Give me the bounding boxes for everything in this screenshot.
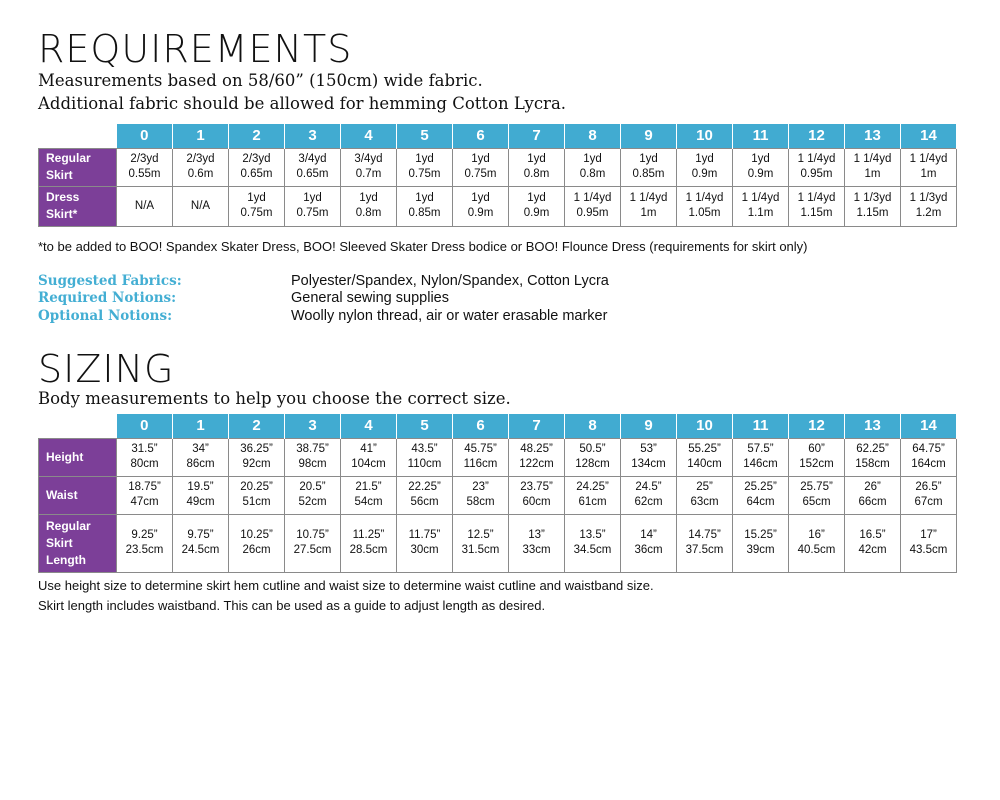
- cell-value-imperial: 26.5”: [915, 481, 942, 493]
- cell-value-metric: 0.8m: [355, 207, 382, 219]
- table-cell: [173, 476, 229, 514]
- row-label-line: Skirt*: [46, 207, 78, 221]
- cell-value-metric: 0.8m: [523, 168, 550, 180]
- table-cell: [845, 148, 901, 186]
- cell-value-metric: 43.5cm: [909, 544, 948, 556]
- cell-value-imperial: 14”: [640, 529, 657, 541]
- table-cell: [509, 148, 565, 186]
- table-cell: [677, 514, 733, 572]
- table-cell: [229, 476, 285, 514]
- size-header-8: 8: [565, 414, 621, 438]
- cell-value-imperial: 50.5”: [579, 443, 606, 455]
- cell-value-metric: 0.9m: [467, 207, 494, 219]
- cell-value-metric: 66cm: [858, 496, 887, 508]
- cell-value-imperial: 25.25”: [744, 481, 777, 493]
- cell-value-imperial: 26”: [864, 481, 881, 493]
- table-row: [39, 438, 957, 476]
- cell-value-metric: 64cm: [746, 496, 775, 508]
- cell-value-metric: 110cm: [407, 458, 442, 470]
- cell-value-metric: 67cm: [914, 496, 943, 508]
- size-header-10: 10: [677, 414, 733, 438]
- table-cell: [285, 438, 341, 476]
- cell-value-metric: 128cm: [575, 458, 610, 470]
- table-cell: [789, 438, 845, 476]
- table-cell: [621, 148, 677, 186]
- cell-value-metric: 0.65m: [296, 168, 329, 180]
- table-cell: [677, 148, 733, 186]
- table-cell: [285, 148, 341, 186]
- cell-value-imperial: 45.75”: [464, 443, 497, 455]
- cell-value-imperial: 1 1/4yd: [741, 192, 780, 204]
- table-cell: [285, 186, 341, 226]
- cell-value-metric: 86cm: [186, 458, 215, 470]
- cell-value-imperial: 1yd: [303, 192, 322, 204]
- cell-value-metric: 52cm: [298, 496, 327, 508]
- table-corner: [39, 124, 117, 148]
- sizing-header-row: [39, 414, 957, 438]
- cell-value-metric: 51cm: [242, 496, 271, 508]
- requirements-table: [38, 124, 957, 227]
- cell-value-metric: 152cm: [799, 458, 834, 470]
- cell-value-metric: 42cm: [858, 544, 887, 556]
- cell-value-imperial: 3/4yd: [354, 153, 383, 165]
- cell-value-metric: 0.9m: [523, 207, 550, 219]
- cell-value-metric: 24.5cm: [181, 544, 220, 556]
- table-cell: [117, 148, 173, 186]
- table-cell: [733, 476, 789, 514]
- cell-value-metric: 0.75m: [408, 168, 441, 180]
- table-cell: [901, 148, 957, 186]
- cell-value-imperial: 23.75”: [520, 481, 553, 493]
- requirements-subtitle-2: Additional fabric should be allowed for hemming Cotton Lycra.: [38, 94, 567, 113]
- table-cell: [397, 148, 453, 186]
- size-header-14: 14: [901, 414, 957, 438]
- cell-value-imperial: 25.75”: [800, 481, 833, 493]
- cell-value-metric: 47cm: [130, 496, 159, 508]
- table-cell: [901, 438, 957, 476]
- cell-value-imperial: 1 1/3yd: [853, 192, 892, 204]
- cell-value-metric: 0.55m: [128, 168, 161, 180]
- table-cell: [677, 476, 733, 514]
- table-cell: [453, 514, 509, 572]
- cell-value-metric: 164cm: [911, 458, 946, 470]
- size-header-10: 10: [677, 124, 733, 148]
- cell-value-metric: 36cm: [634, 544, 663, 556]
- cell-value-metric: 1.15m: [856, 207, 889, 219]
- row-label-line: Regular: [46, 151, 91, 165]
- info-label: Required Notions:: [38, 290, 177, 307]
- cell-value-imperial: 10.75”: [296, 529, 329, 541]
- cell-value-imperial: 2/3yd: [130, 153, 159, 165]
- table-cell: [341, 438, 397, 476]
- table-cell: [397, 438, 453, 476]
- cell-value-imperial: 1yd: [583, 153, 602, 165]
- table-cell: [565, 514, 621, 572]
- cell-value-metric: 0.9m: [747, 168, 774, 180]
- info-label: Suggested Fabrics:: [38, 272, 182, 289]
- fabric-notions-info: [38, 272, 938, 325]
- cell-value-metric: 60cm: [522, 496, 551, 508]
- cell-value-metric: 1.1m: [747, 207, 774, 219]
- table-cell: [733, 148, 789, 186]
- cell-value-imperial: 1 1/4yd: [629, 192, 668, 204]
- table-cell: [229, 514, 285, 572]
- table-cell: [117, 476, 173, 514]
- table-cell: [789, 476, 845, 514]
- cell-value-metric: 0.95m: [800, 168, 833, 180]
- table-cell: [677, 438, 733, 476]
- table-cell: [677, 186, 733, 226]
- cell-value-imperial: 20.25”: [240, 481, 273, 493]
- cell-value-imperial: 17”: [920, 529, 937, 541]
- info-row-suggested-fabrics: [38, 272, 938, 290]
- table-cell: [173, 148, 229, 186]
- cell-value-metric: 0.9m: [691, 168, 718, 180]
- info-row-required-notions: [38, 290, 938, 308]
- row-label: [39, 476, 117, 514]
- cell-value-metric: 56cm: [410, 496, 439, 508]
- table-cell: [845, 438, 901, 476]
- cell-value-metric: 28.5cm: [349, 544, 388, 556]
- cell-value-imperial: 22.25”: [408, 481, 441, 493]
- table-row: [39, 476, 957, 514]
- table-cell: [229, 186, 285, 226]
- cell-value-metric: 1m: [640, 207, 657, 219]
- row-label-line: Dress: [46, 190, 80, 204]
- cell-value-imperial: 1 1/4yd: [685, 192, 724, 204]
- cell-value-imperial: 24.5”: [635, 481, 662, 493]
- table-cell: [509, 186, 565, 226]
- cell-value-imperial: 64.75”: [912, 443, 945, 455]
- cell-value-metric: 80cm: [130, 458, 159, 470]
- size-header-0: 0: [117, 414, 173, 438]
- cell-value-metric: 37.5cm: [685, 544, 724, 556]
- size-header-12: 12: [789, 414, 845, 438]
- table-cell: [789, 148, 845, 186]
- table-cell: [397, 514, 453, 572]
- table-cell: [621, 514, 677, 572]
- table-cell: [901, 476, 957, 514]
- table-cell: [565, 148, 621, 186]
- table-cell: [845, 476, 901, 514]
- cell-value-imperial: 13.5”: [579, 529, 606, 541]
- info-value: General sewing supplies: [291, 290, 449, 307]
- cell-value-metric: 98cm: [298, 458, 327, 470]
- requirements-subtitle-1: Measurements based on 58/60” (150cm) wide fabric.: [38, 71, 483, 90]
- cell-value-imperial: 1 1/4yd: [909, 153, 948, 165]
- row-label-line: Height: [46, 449, 84, 464]
- cell-value-metric: 31.5cm: [461, 544, 500, 556]
- table-cell: [565, 438, 621, 476]
- cell-value-imperial: N/A: [134, 199, 155, 212]
- cell-value-imperial: 9.75”: [187, 529, 214, 541]
- size-header-1: 1: [173, 124, 229, 148]
- sizing-title: SIZING: [38, 347, 175, 391]
- cell-value-imperial: 3/4yd: [298, 153, 327, 165]
- size-header-1: 1: [173, 414, 229, 438]
- table-row: [39, 148, 957, 186]
- info-label: Optional Notions:: [38, 307, 173, 324]
- info-value: Woolly nylon thread, air or water erasable marker: [291, 307, 608, 324]
- sizing-note-2: Skirt length includes waistband. This can be used as a guide to adjust length as desired.: [38, 598, 546, 613]
- cell-value-imperial: 1yd: [639, 153, 658, 165]
- table-cell: [453, 186, 509, 226]
- table-cell: [229, 438, 285, 476]
- cell-value-metric: 62cm: [634, 496, 663, 508]
- table-cell: [733, 186, 789, 226]
- cell-value-metric: 0.6m: [187, 168, 214, 180]
- size-header-5: 5: [397, 124, 453, 148]
- size-header-6: 6: [453, 414, 509, 438]
- cell-value-imperial: 15.25”: [744, 529, 777, 541]
- cell-value-imperial: 10.25”: [240, 529, 273, 541]
- table-cell: [901, 514, 957, 572]
- cell-value-metric: 0.75m: [464, 168, 497, 180]
- table-cell: [117, 186, 173, 226]
- sizing-note-1: Use height size to determine skirt hem cutline and waist size to determine waist cutline and waistband size.: [38, 578, 654, 593]
- cell-value-imperial: 55.25”: [688, 443, 721, 455]
- cell-value-metric: 0.95m: [576, 207, 609, 219]
- cell-value-metric: 1m: [920, 168, 937, 180]
- cell-value-metric: 61cm: [578, 496, 607, 508]
- row-label-line: Skirt: [46, 168, 73, 182]
- size-header-12: 12: [789, 124, 845, 148]
- info-row-optional-notions: [38, 307, 938, 325]
- table-cell: [397, 476, 453, 514]
- row-label: [39, 514, 117, 572]
- size-header-14: 14: [901, 124, 957, 148]
- size-header-11: 11: [733, 414, 789, 438]
- requirements-header-row: [39, 124, 957, 148]
- cell-value-imperial: 1yd: [527, 192, 546, 204]
- cell-value-imperial: 53”: [640, 443, 657, 455]
- size-header-5: 5: [397, 414, 453, 438]
- table-cell: [509, 438, 565, 476]
- cell-value-metric: 33cm: [522, 544, 551, 556]
- size-header-4: 4: [341, 124, 397, 148]
- cell-value-imperial: 1yd: [471, 192, 490, 204]
- table-cell: [117, 514, 173, 572]
- requirements-footnote: *to be added to BOO! Spandex Skater Dress, BOO! Sleeved Skater Dress bodice or BOO! Flounce Dress (requirements for skirt only): [38, 239, 808, 254]
- table-cell: [173, 186, 229, 226]
- table-cell: [285, 476, 341, 514]
- cell-value-metric: 134cm: [631, 458, 666, 470]
- size-header-7: 7: [509, 124, 565, 148]
- size-header-13: 13: [845, 414, 901, 438]
- cell-value-imperial: 16.5”: [859, 529, 886, 541]
- cell-value-metric: 58cm: [466, 496, 495, 508]
- cell-value-metric: 0.8m: [579, 168, 606, 180]
- cell-value-imperial: 24.25”: [576, 481, 609, 493]
- cell-value-metric: 1m: [864, 168, 881, 180]
- cell-value-imperial: 1 1/4yd: [573, 192, 612, 204]
- table-cell: [173, 438, 229, 476]
- size-header-2: 2: [229, 414, 285, 438]
- size-header-0: 0: [117, 124, 173, 148]
- cell-value-imperial: 31.5”: [131, 443, 158, 455]
- row-label: [39, 186, 117, 226]
- cell-value-metric: 116cm: [463, 458, 498, 470]
- cell-value-metric: 65cm: [802, 496, 831, 508]
- cell-value-imperial: 2/3yd: [186, 153, 215, 165]
- cell-value-imperial: 1yd: [247, 192, 266, 204]
- table-cell: [845, 514, 901, 572]
- table-cell: [789, 514, 845, 572]
- row-label: [39, 438, 117, 476]
- cell-value-metric: 146cm: [743, 458, 778, 470]
- cell-value-imperial: 11.25”: [352, 529, 385, 541]
- cell-value-metric: 40.5cm: [797, 544, 836, 556]
- size-header-4: 4: [341, 414, 397, 438]
- cell-value-imperial: 62.25”: [856, 443, 889, 455]
- cell-value-imperial: 14.75”: [688, 529, 721, 541]
- cell-value-imperial: 1yd: [359, 192, 378, 204]
- cell-value-imperial: 1yd: [471, 153, 490, 165]
- row-label-line: Length: [46, 552, 86, 567]
- cell-value-imperial: 1yd: [415, 192, 434, 204]
- table-cell: [733, 514, 789, 572]
- table-cell: [229, 148, 285, 186]
- table-cell: [341, 514, 397, 572]
- cell-value-imperial: 48.25”: [520, 443, 553, 455]
- table-cell: [397, 186, 453, 226]
- table-cell: [565, 186, 621, 226]
- cell-value-imperial: 1 1/4yd: [797, 192, 836, 204]
- table-cell: [173, 514, 229, 572]
- cell-value-metric: 158cm: [855, 458, 890, 470]
- cell-value-imperial: N/A: [190, 199, 211, 212]
- table-row: [39, 186, 957, 226]
- table-cell: [733, 438, 789, 476]
- table-cell: [509, 514, 565, 572]
- cell-value-imperial: 11.75”: [408, 529, 441, 541]
- table-cell: [509, 476, 565, 514]
- cell-value-metric: 23.5cm: [125, 544, 164, 556]
- size-header-3: 3: [285, 414, 341, 438]
- cell-value-imperial: 1 1/3yd: [909, 192, 948, 204]
- table-cell: [117, 438, 173, 476]
- cell-value-imperial: 34”: [192, 443, 209, 455]
- cell-value-imperial: 9.25”: [131, 529, 158, 541]
- cell-value-imperial: 13”: [528, 529, 545, 541]
- cell-value-imperial: 41”: [360, 443, 377, 455]
- size-header-2: 2: [229, 124, 285, 148]
- cell-value-metric: 27.5cm: [293, 544, 332, 556]
- cell-value-metric: 0.75m: [296, 207, 329, 219]
- cell-value-metric: 0.75m: [240, 207, 273, 219]
- cell-value-imperial: 18.75”: [128, 481, 161, 493]
- row-label-line: Waist: [46, 487, 78, 502]
- cell-value-metric: 0.85m: [632, 168, 665, 180]
- table-row: [39, 514, 957, 572]
- size-header-6: 6: [453, 124, 509, 148]
- cell-value-metric: 54cm: [354, 496, 383, 508]
- cell-value-metric: 0.7m: [355, 168, 382, 180]
- cell-value-imperial: 36.25”: [240, 443, 273, 455]
- cell-value-imperial: 19.5”: [187, 481, 214, 493]
- size-header-3: 3: [285, 124, 341, 148]
- cell-value-metric: 0.85m: [408, 207, 441, 219]
- cell-value-metric: 0.65m: [240, 168, 273, 180]
- table-cell: [341, 186, 397, 226]
- cell-value-imperial: 20.5”: [299, 481, 326, 493]
- cell-value-imperial: 1 1/4yd: [797, 153, 836, 165]
- cell-value-metric: 104cm: [351, 458, 386, 470]
- table-cell: [621, 438, 677, 476]
- cell-value-imperial: 16”: [808, 529, 825, 541]
- cell-value-metric: 63cm: [690, 496, 719, 508]
- table-cell: [901, 186, 957, 226]
- size-header-8: 8: [565, 124, 621, 148]
- cell-value-imperial: 1yd: [415, 153, 434, 165]
- cell-value-metric: 49cm: [186, 496, 215, 508]
- cell-value-imperial: 1 1/4yd: [853, 153, 892, 165]
- table-cell: [621, 476, 677, 514]
- table-cell: [285, 514, 341, 572]
- table-cell: [565, 476, 621, 514]
- cell-value-imperial: 60”: [808, 443, 825, 455]
- row-label: [39, 148, 117, 186]
- size-header-11: 11: [733, 124, 789, 148]
- cell-value-metric: 26cm: [242, 544, 271, 556]
- cell-value-metric: 34.5cm: [573, 544, 612, 556]
- info-value: Polyester/Spandex, Nylon/Spandex, Cotton Lycra: [291, 272, 609, 289]
- cell-value-metric: 140cm: [687, 458, 722, 470]
- table-corner: [39, 414, 117, 438]
- cell-value-imperial: 2/3yd: [242, 153, 271, 165]
- table-cell: [789, 186, 845, 226]
- cell-value-imperial: 1yd: [751, 153, 770, 165]
- cell-value-metric: 30cm: [410, 544, 439, 556]
- cell-value-imperial: 12.5”: [467, 529, 494, 541]
- table-cell: [453, 438, 509, 476]
- table-cell: [453, 148, 509, 186]
- size-header-7: 7: [509, 414, 565, 438]
- cell-value-metric: 1.15m: [800, 207, 833, 219]
- cell-value-metric: 1.05m: [688, 207, 721, 219]
- cell-value-metric: 92cm: [242, 458, 271, 470]
- row-label-line: Skirt: [46, 535, 73, 550]
- row-label-line: Regular: [46, 518, 91, 533]
- cell-value-imperial: 23”: [472, 481, 489, 493]
- sizing-table: [38, 414, 957, 573]
- cell-value-imperial: 21.5”: [355, 481, 382, 493]
- cell-value-imperial: 57.5”: [747, 443, 774, 455]
- cell-value-metric: 39cm: [746, 544, 775, 556]
- table-cell: [453, 476, 509, 514]
- cell-value-imperial: 1yd: [527, 153, 546, 165]
- sizing-subtitle: Body measurements to help you choose the correct size.: [38, 389, 511, 408]
- table-cell: [621, 186, 677, 226]
- cell-value-imperial: 38.75”: [296, 443, 329, 455]
- table-cell: [341, 148, 397, 186]
- table-cell: [341, 476, 397, 514]
- cell-value-imperial: 25”: [696, 481, 713, 493]
- requirements-title: REQUIREMENTS: [38, 27, 353, 71]
- size-header-9: 9: [621, 124, 677, 148]
- cell-value-metric: 122cm: [519, 458, 554, 470]
- table-cell: [845, 186, 901, 226]
- cell-value-imperial: 43.5”: [411, 443, 438, 455]
- size-header-13: 13: [845, 124, 901, 148]
- cell-value-imperial: 1yd: [695, 153, 714, 165]
- cell-value-metric: 1.2m: [915, 207, 942, 219]
- size-header-9: 9: [621, 414, 677, 438]
